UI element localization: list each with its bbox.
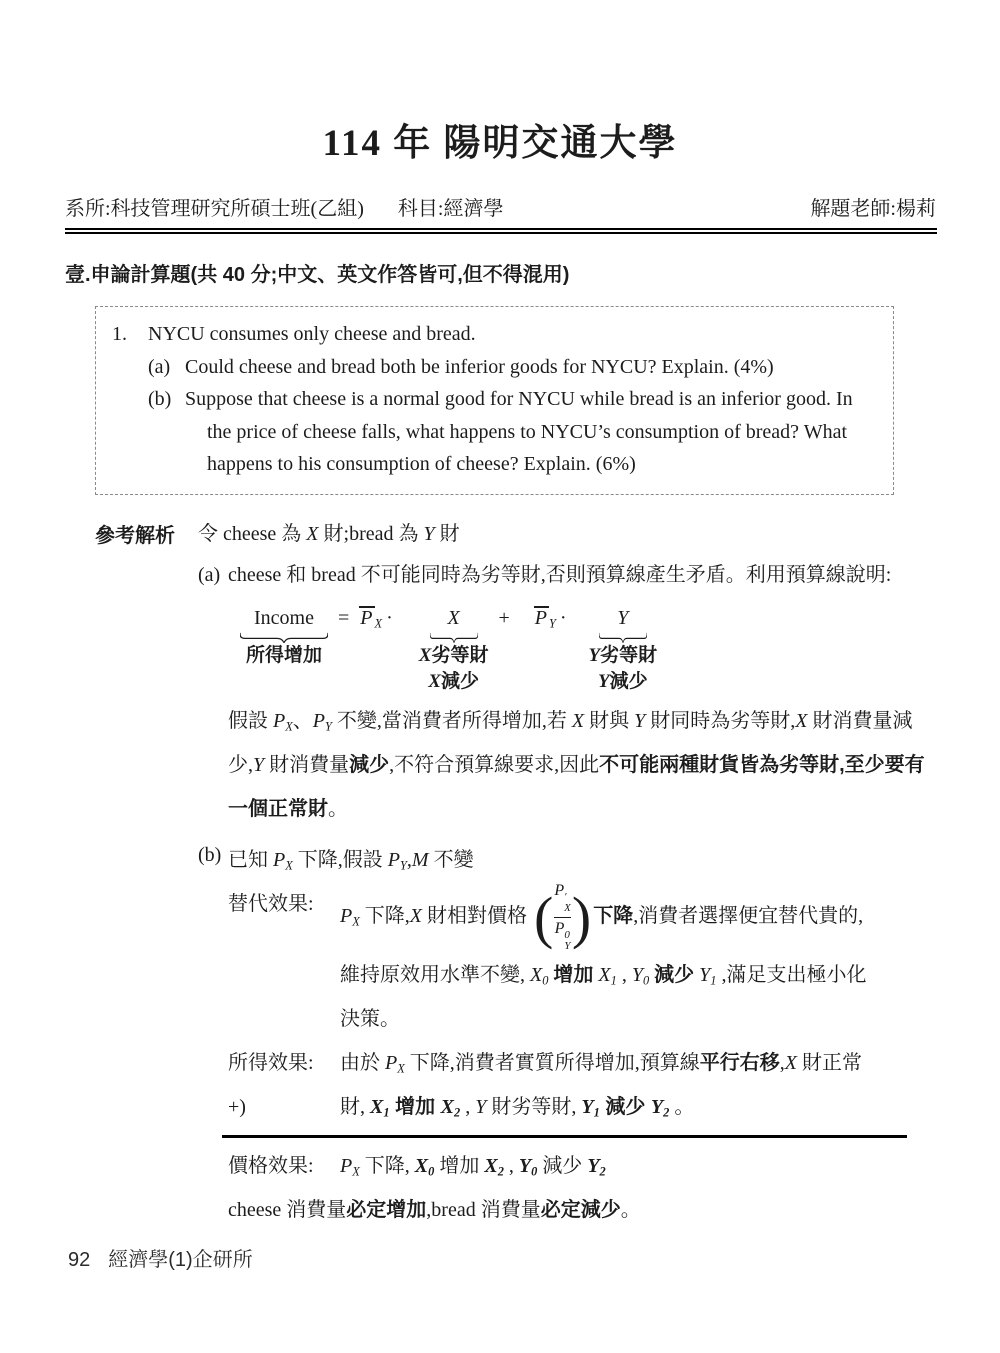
meta-subject: 科目:經濟學 [397,198,504,220]
relative-price-fraction: ( P ′ X P 0 Y ) [534,881,592,953]
solution-body [198,517,935,1232]
equals-sign: = [338,607,350,630]
substitution-line-1 [340,882,935,953]
p-bar-y-sub: Y [548,616,556,631]
substitution-line-1b: 下降,消費者選擇便宜替代貴的, [593,904,864,927]
solution-conclusion: cheese 消費量必定增加,bread 消費量必定減少。 [228,1198,641,1221]
underbrace-icon [430,632,478,643]
price-x-term [359,606,392,631]
substitution-line-1a: $P_X$ 下降,X 財相對價格 [340,904,533,929]
y-term [589,606,658,694]
income-word: Income [254,607,314,630]
p-bar-y: P [534,607,547,630]
y-brace-label-2: Y減少 [598,671,648,692]
part-a-label: (a) [148,355,171,378]
solution-part-a [198,558,935,831]
underbrace-icon [240,632,328,643]
sum-rule [222,1135,907,1138]
den-sup: 0 [564,928,570,941]
underbrace-icon [599,632,647,643]
den-sub: Y [564,940,571,953]
solution-part-b-label: (b) [198,843,222,866]
income-effect-content: 由於 $P_X$ 下降,消費者實質所得增加,預算線平行右移,X 財正常 [340,1051,863,1076]
question-box [95,306,894,495]
fraction-bar [554,917,571,918]
price-effect-label: 價格效果: [228,1154,314,1177]
den-scripts [564,930,570,953]
question-number: 1. [112,323,127,345]
section-heading: 壹.申論計算題(共 40 分;中文、英文作答皆可,但不得混用) [65,264,570,286]
num-scripts [564,892,571,915]
solution-a-intro: cheese 和 bread 不可能同時為劣等財,否則預算線產生矛盾。利用預算線說明: [228,563,892,586]
fraction-numerator [554,882,571,915]
num-sub: X [564,902,571,915]
substitution-effect-label: 替代效果: [228,892,314,915]
meta-department: 系所:科技管理研究所碩士班(乙組) [65,198,364,220]
solution-a-paragraph: 假設 $P_X$、$P_Y$ 不變,當消費者所得增加,若 X 財與 Y 財同時為劣等財,X 財消費量減少,Y 財消費量減少,不符合預算線要求,因此不可能兩種財貨皆為劣等財,至少要有一個正常財。 [228,709,925,820]
y-brace-label-1: Y劣等財 [588,645,658,667]
solution-lead: 令 cheese 為 X 財;bread 為 Y 財 [198,522,460,545]
income-brace-label: 所得增加 [245,645,322,667]
substitution-effect-content [340,882,935,1041]
x-brace-label-2: X減少 [428,671,479,692]
double-rule [65,228,937,234]
price-effect-row [228,1144,935,1188]
question-part-b [148,383,871,481]
substitution-line-3: 決策。 [340,1007,400,1030]
question-parts [148,351,871,481]
solution-section [95,517,935,1232]
y-variable: Y [617,607,629,630]
solution-part-b [198,838,935,1232]
plus-sign: +) [228,1095,246,1118]
income-effect-sum-row [228,1085,935,1129]
page-footer [68,1243,253,1272]
income-effect-row [228,1041,935,1085]
num-sup: ′ [564,890,567,903]
p-bar-x: P [360,607,373,630]
p-bar-x-sub: X [374,616,383,631]
solution-part-a-label: (a) [198,563,221,586]
solution-part-b-content [228,838,935,1232]
question-intro: NYCU consumes only cheese and bread. [148,323,476,345]
footer-page-number: 92 [68,1249,91,1271]
meta-left [65,192,503,221]
footer-book-title: 經濟學(1)企研所 [108,1249,253,1271]
budget-line-formula [240,606,935,694]
x-brace-label-1: X劣等財 [418,645,489,667]
page-title: 114 年 陽明交通大學 [322,123,678,164]
exam-meta-row [65,192,936,221]
x-term [419,606,489,694]
multiply-dot: · [386,607,393,630]
x-variable: X [447,607,460,630]
question-part-a [148,351,871,384]
plus-operator: + [498,607,510,630]
solution-b-given: 已知 $P_X$ 下降,假設 $P_Y,M$ 不變 [228,848,474,873]
solution-part-a-content [228,558,935,831]
fraction-denominator [555,920,571,953]
den-base: P [554,919,565,937]
income-term [240,606,328,669]
price-effect-content: $P_X$ 下降, $X_0$ 增加 $X_2$ , $Y_0$ 減少 $Y_2$ [340,1154,606,1179]
income-effect-line-2: 財, $X_1$ 增加 $X_2$ , Y 財劣等財, $Y_1$ 減少 $Y_2$ 。 [340,1095,695,1120]
solution-label: 參考解析 [95,524,175,547]
substitution-effect-row [228,882,935,1041]
part-b-text: Suppose that cheese is a normal good for NYCU while bread is an inferior good. In the price of cheese falls, what happens to NYCU’s consumption of bread? What happens to his consumption of cheese? Explain. (6%) [185,388,853,476]
part-a-text: Could cheese and bread both be inferior goods for NYCU? Explain. (4%) [185,355,774,378]
fraction [554,882,571,953]
income-effect-label: 所得效果: [228,1051,314,1074]
num-base: P [554,881,565,899]
part-b-label: (b) [148,388,172,411]
price-y-term [534,606,567,631]
question-intro-row [112,318,871,351]
meta-teacher: 解題老師:楊莉 [810,198,936,220]
multiply-dot: · [559,607,567,630]
substitution-line-2: 維持原效用水準不變, $X_0$ 增加 $X_1$ , $Y_0$ 減少 $Y_1$ ,滿足支出極小化 [340,963,867,988]
